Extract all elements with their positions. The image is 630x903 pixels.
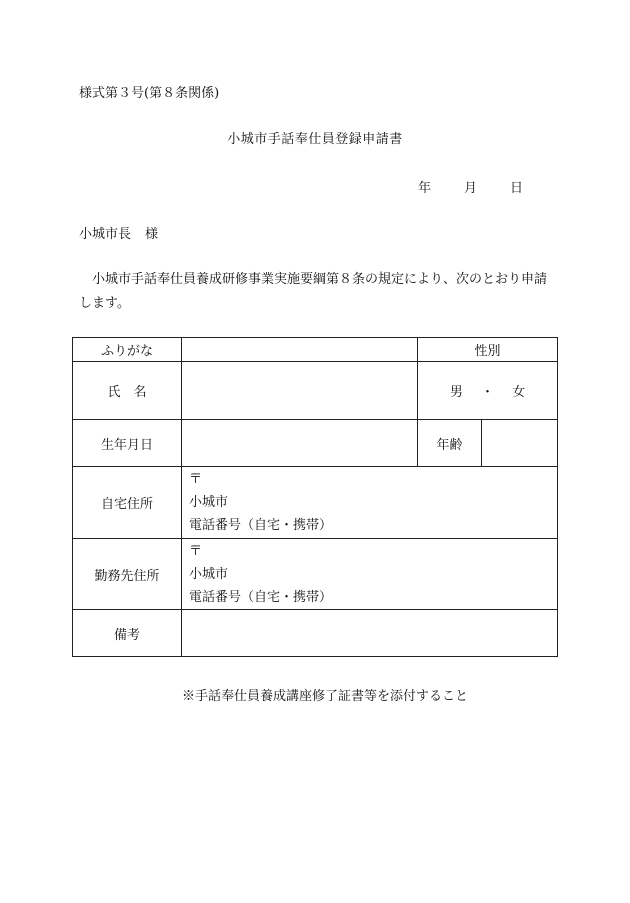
gender-female[interactable]: 女	[512, 385, 526, 400]
addressee	[79, 223, 158, 242]
work-address-label: 勤務先住所	[73, 539, 182, 610]
form-number: 様式第３号(第８条関係)	[79, 86, 220, 101]
date-day: 日	[510, 181, 524, 196]
home-address-field[interactable]	[182, 467, 558, 539]
age-field[interactable]	[482, 420, 558, 467]
birth-date-label: 生年月日	[73, 420, 182, 467]
birth-date-field[interactable]	[182, 420, 418, 467]
gender-male[interactable]: 男	[449, 385, 463, 400]
application-table	[72, 337, 558, 657]
age-label: 年齢	[418, 420, 482, 467]
gender-separator: ・	[481, 385, 495, 400]
work-phone-label: 電話番号（自宅・携帯）	[189, 589, 333, 605]
furigana-label: ふりがな	[73, 338, 182, 362]
footnote: ※手話奉仕員養成講座修了証書等を添付すること	[182, 689, 469, 704]
home-phone-label: 電話番号（自宅・携帯）	[189, 518, 333, 533]
gender-label: 性別	[418, 338, 558, 362]
date-line	[418, 177, 523, 196]
name-label: 氏 名	[73, 362, 182, 420]
remarks-label: 備考	[73, 610, 182, 657]
home-address-label: 自宅住所	[73, 467, 182, 539]
addressee-name: 小城市長	[79, 227, 132, 242]
furigana-field[interactable]	[182, 338, 418, 362]
work-address-field[interactable]	[182, 539, 558, 610]
gender-options[interactable]	[418, 362, 558, 420]
name-field[interactable]	[182, 362, 418, 420]
work-city: 小城市	[189, 566, 229, 582]
home-postal-mark: 〒	[189, 472, 203, 487]
home-city: 小城市	[189, 495, 229, 510]
work-postal-mark: 〒	[189, 543, 203, 559]
remarks-field[interactable]	[182, 610, 558, 657]
date-year: 年	[418, 181, 432, 196]
body-text: 小城市手話奉仕員養成研修事業実施要綱第８条の規定により、次のとおり申請します。	[79, 272, 548, 311]
honorific: 様	[145, 227, 159, 242]
date-month: 月	[464, 181, 478, 196]
document-title: 小城市手話奉仕員登録申請書	[227, 132, 403, 147]
